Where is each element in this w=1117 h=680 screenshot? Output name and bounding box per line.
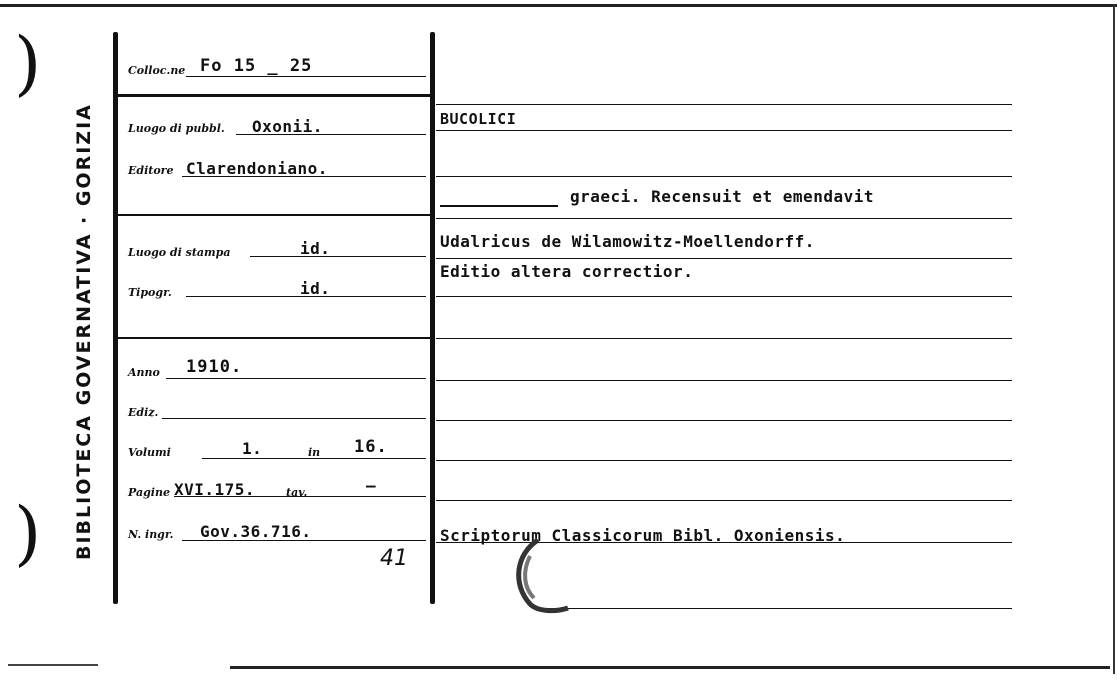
ingresso-label: N. ingr. <box>128 528 174 541</box>
pagine-value: XVI.175. <box>174 480 256 499</box>
luogo-stampa-value: id. <box>300 239 331 258</box>
pagine-label: Pagine <box>128 486 170 499</box>
editore-value: Clarendoniano. <box>186 159 328 178</box>
collocazione-value: Fo 15 _ 25 <box>200 56 313 76</box>
rule <box>540 608 1012 609</box>
title-line: graeci. Recensuit et emendavit <box>570 187 874 206</box>
punch-hole-mark-bottom: ) <box>14 492 42 574</box>
rule <box>118 214 430 216</box>
luogo-pubblicazione-value: Oxonii. <box>252 117 323 136</box>
luogo-pubblicazione-label: Luogo di pubbl. <box>128 122 225 135</box>
rule <box>436 380 1012 381</box>
tav-label: tav. <box>286 486 308 499</box>
rule <box>436 296 1012 297</box>
center-divider-rule <box>430 32 435 604</box>
rule <box>118 94 430 97</box>
edition-line: Editio altera correctior. <box>440 262 694 281</box>
rule <box>436 176 1012 177</box>
rule <box>436 460 1012 461</box>
collocazione-label: Colloc.ne <box>128 64 186 77</box>
ingresso-value: Gov.36.716. <box>200 522 312 541</box>
tipografia-value: id. <box>300 279 331 298</box>
card-right-edge <box>1113 4 1115 674</box>
stamp-smudge <box>508 532 578 614</box>
author-line: Udalricus de Wilamowitz-Moellendorff. <box>440 232 815 251</box>
main-heading: BUCOLICI <box>440 110 517 128</box>
card-bottom-edge <box>230 666 1110 669</box>
edizione-label: Ediz. <box>128 406 159 419</box>
volumi-in-label: in <box>308 446 321 459</box>
volumi-label: Volumi <box>128 446 171 459</box>
anno-label: Anno <box>128 366 160 379</box>
rule <box>186 76 426 77</box>
left-margin-rule <box>113 32 118 604</box>
rule <box>436 130 1012 131</box>
rule <box>250 256 426 257</box>
rule <box>436 258 1012 259</box>
tipografia-label: Tipogr. <box>128 286 172 299</box>
card-top-edge <box>0 4 1117 7</box>
card-bottom-edge-left <box>8 664 98 666</box>
rule <box>436 338 1012 339</box>
luogo-stampa-label: Luogo di stampa <box>128 246 231 259</box>
editore-label: Editore <box>128 164 174 177</box>
tav-value: — <box>366 476 377 495</box>
rule <box>436 500 1012 501</box>
series-line: Scriptorum Classicorum Bibl. Oxoniensis. <box>440 526 846 545</box>
rule <box>118 337 430 339</box>
library-stamp: BIBLIOTECA GOVERNATIVA · GORIZIA <box>73 103 95 560</box>
handwritten-note: 41 <box>380 546 408 571</box>
rule <box>436 218 1012 219</box>
volumi-in-value: 16. <box>354 437 388 457</box>
punch-hole-mark-top: ) <box>14 22 42 104</box>
anno-value: 1910. <box>186 357 243 377</box>
rule <box>162 418 426 419</box>
rule <box>436 104 1012 105</box>
volumi-value: 1. <box>242 439 263 458</box>
rule <box>436 420 1012 421</box>
rule <box>166 378 426 379</box>
rule <box>440 205 558 207</box>
